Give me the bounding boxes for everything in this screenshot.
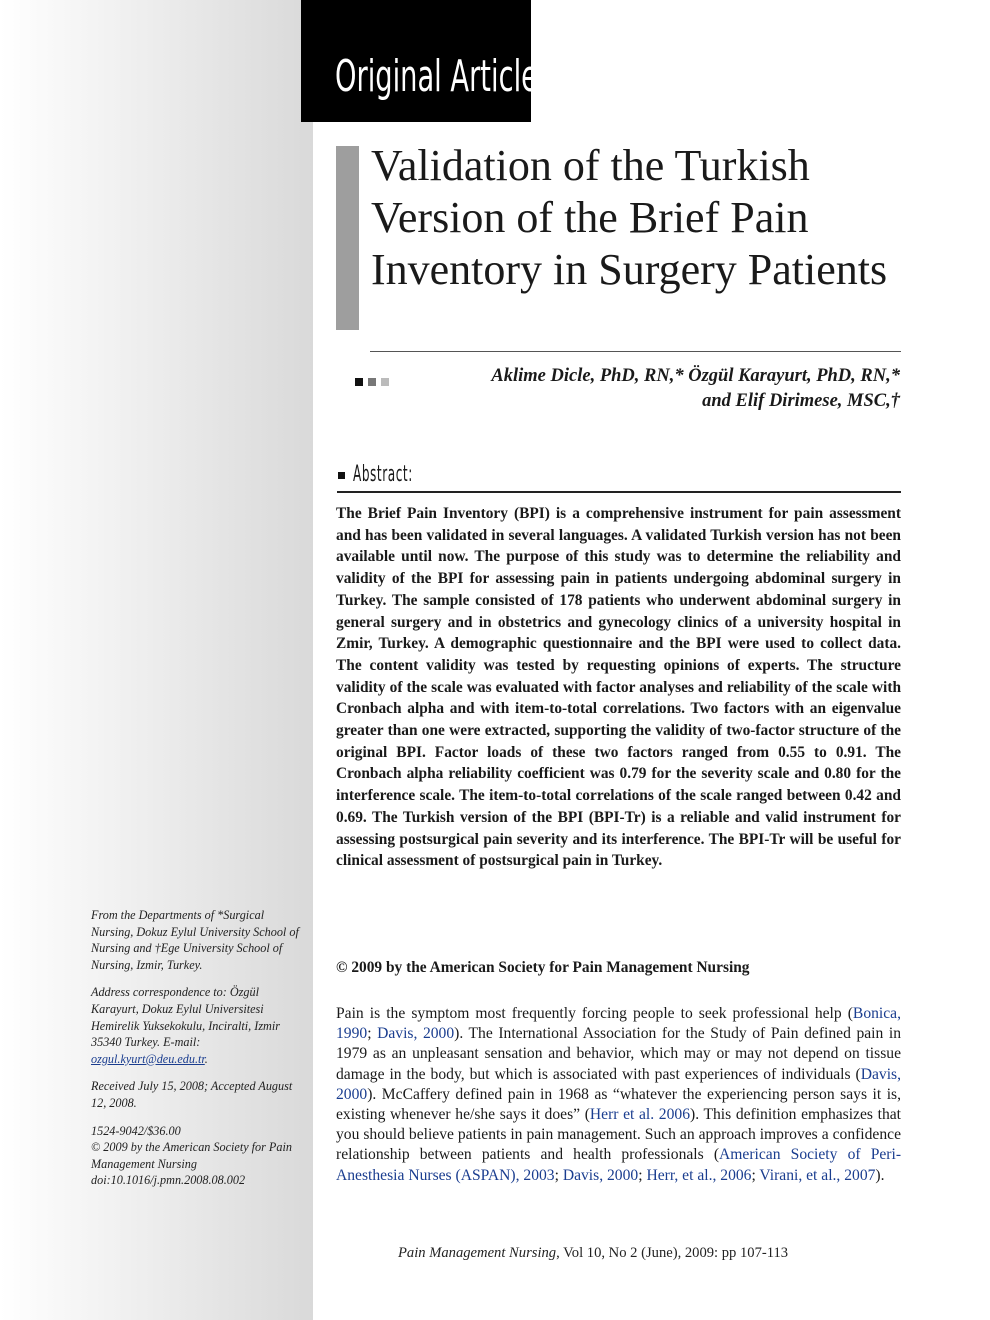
citation-link[interactable]: Herr et al. 2006 [589,1106,690,1124]
author-list [380,364,900,414]
citation-link[interactable]: Virani, et al., 2007 [759,1166,876,1184]
abstract-text: The Brief Pain Inventory (BPI) is a comprehensive instrument for pain assessment and has been validated in several languages. A validated Turkish version has not been available until now. The purpose of this study was to determine the reliability and validity of the BPI for assessing pain in patients undergoing abdominal surgery in Turkey. The sample consisted of 178 patients who underwent abdominal surgery in general surgery and in obstetrics and gynecology clinics of a university hospital in Zmir, Turkey. A demographic questionnaire and the BPI were used to collect data. The content validity was tested by requesting opinions of experts. The structure validity of the scale was evaluated with factor analyses and reliability of the scale with Cronbach alpha and with item-to-total correlations. Two factors with an eigenvalue greater than one were extracted, supporting the validity of two-factor structure of the original BPI. Factor loads of these two factors ranged from 0.55 to 0.91. The Cronbach alpha reliability coefficient was 0.79 for the severity scale and 0.80 for the interference scale. The item-to-total correlations of the scale ranged between 0.42 and 0.69. The Turkish version of the BPI (BPI-Tr) is a reliable and valid instrument for assessing postsurgical pain severity and its interference. The BPI-Tr will be useful for clinical assessment of postsurgical pain in Turkey. [336,505,901,870]
abstract-bullet [338,472,345,479]
correspondence-text: Address correspondence to: Özgül Karayurt, Dokuz Eylul Universitesi Hemirelik Yuksekokulu, Inciralti, Izmir 35340 Turkey. E-mail: [91,985,280,1050]
body-paragraph [336,1004,901,1186]
citation-link[interactable]: Davis, 2000 [336,1065,901,1103]
doi: doi:10.1016/j.pmn.2008.08.002 [91,1173,246,1188]
body-text: ). [875,1166,885,1184]
body-text: ; [554,1166,563,1184]
email-link[interactable]: ozgul.kyurt@deu.edu.tr [91,1051,205,1066]
body-text: ). This definition emphasizes that you should believe patients in pain management. Such an approach improves a confidence relationship between patients and health professionals ( [336,1106,901,1164]
journal-citation: , Vol 10, No 2 (June), 2009: pp 107-113 [556,1245,789,1261]
abstract-heading-text: Abstract: [353,462,413,487]
citation-link[interactable]: Davis, 2000 [562,1166,639,1184]
authors-divider [370,351,901,352]
abstract-copyright: © 2009 by the American Society for Pain Management Nursing [336,959,750,976]
citation-link[interactable]: Davis, 2000 [377,1025,455,1043]
section-label [301,0,553,122]
page-footer [398,1245,878,1262]
body-text: ; [367,1025,378,1043]
bullet-square [355,378,363,386]
correspondence-note [91,984,305,1067]
citation-link[interactable]: Bonica, 1990 [336,1005,901,1043]
body-text: ; [638,1166,647,1184]
issn: 1524-9042/$36.00 [91,1123,181,1138]
author-line-2: and Elif Dirimese, MSC,† [702,391,900,411]
body-text: ). McCaffery defined pain in 1968 as “whatever the experiencing person says it is, existing whenever he/she says it does” ( [336,1085,901,1124]
journal-name: Pain Management Nursing [398,1245,557,1261]
citation-link[interactable]: Herr, et al., 2006 [646,1166,752,1184]
received-note: Received July 15, 2008; Accepted August 12, 2008. [91,1079,293,1110]
affiliation-note: From the Departments of *Surgical Nursing, Dokuz Eylul University School of Nursing and †Ege University School of Nursing, Izmir, Turkey. [91,908,299,972]
author-line-1: Aklime Dicle, PhD, RN,* Özgül Karayurt, PhD, RN,* [491,366,900,386]
sidebar-copyright: © 2009 by the American Society for Pain Management Nursing [91,1140,292,1171]
body-text: Pain is the symptom most frequently forcing people to seek professional help ( [336,1005,853,1022]
abstract-heading [338,462,462,492]
body-text: ; [751,1166,760,1184]
citation-link[interactable]: American Society of Peri-Anesthesia Nurses (ASPAN), 2003 [336,1146,902,1184]
article-notes [91,907,305,1200]
publication-info [91,1123,305,1189]
abstract-divider [337,491,901,493]
bullet-square [368,378,376,386]
article-title: Validation of the Turkish Version of the Brief Pain Inventory in Surgery Patients [371,141,888,294]
body-text: ). The International Association for the Study of Pain defined pain in 1979 as an unpleasant sensation and behavior, which may or may not depend on tissue damage in the body, but which is associated with past experiences of individuals ( [336,1025,901,1083]
title-accent-bar [336,146,359,330]
email-suffix: . [204,1051,208,1066]
section-label-text: Original Articles [335,51,553,102]
